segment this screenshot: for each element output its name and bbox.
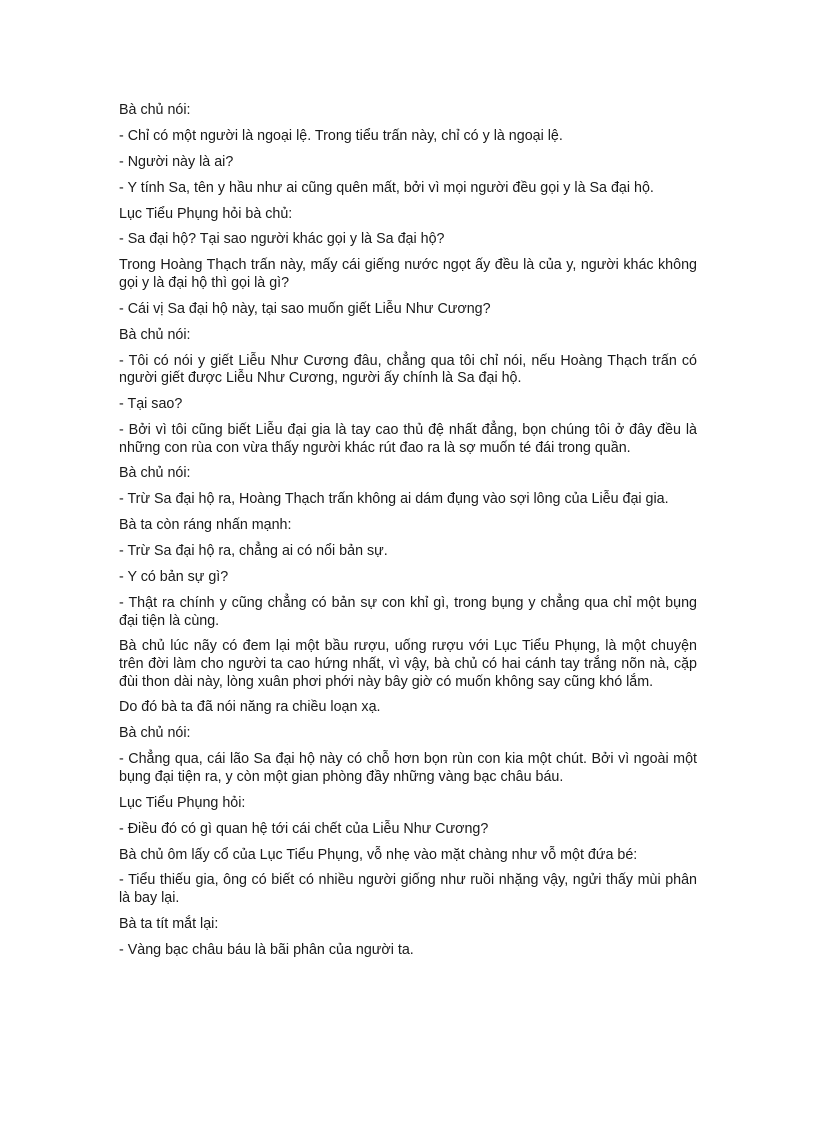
- paragraph: - Trừ Sa đại hộ ra, Hoàng Thạch trấn không ai dám đụng vào sợi lông của Liễu đại gia.: [119, 491, 669, 508]
- paragraph: - Sa đại hộ? Tại sao người khác gọi y là Sa đại hộ?: [119, 231, 445, 248]
- paragraph: - Chỉ có một người là ngoại lệ. Trong tiểu trấn này, chỉ có y là ngoại lệ.: [119, 127, 563, 144]
- paragraph: Bà chủ nói:: [119, 102, 191, 118]
- paragraph: Do đó bà ta đã nói năng ra chiều loạn xạ.: [119, 699, 381, 716]
- paragraph: - Bởi vì tôi cũng biết Liễu đại gia là tay cao thủ đệ nhất đẳng, bọn chúng tôi ở đây đều là những con rùa con vừa thấy người khác rút đao ra là sợ muốn té đái trong quần.: [119, 421, 697, 456]
- paragraph: - Tôi có nói y giết Liễu Như Cương đâu, chẳng qua tôi chỉ nói, nếu Hoàng Thạch trấn có người giết được Liễu Như Cương, người ấy chính là Sa đại hộ.: [119, 352, 697, 387]
- paragraph: - Thật ra chính y cũng chẳng có bản sự con khỉ gì, trong bụng y chẳng qua chỉ một bụng đại tiện là cùng.: [119, 594, 697, 629]
- paragraph: - Y tính Sa, tên y hầu như ai cũng quên mất, bởi vì mọi người đều gọi y là Sa đại hộ.: [119, 179, 654, 196]
- paragraph: Lục Tiểu Phụng hỏi:: [119, 794, 246, 811]
- paragraph: Lục Tiểu Phụng hỏi bà chủ:: [119, 205, 293, 222]
- paragraph: Bà ta tít mắt lại:: [119, 915, 219, 932]
- paragraph: Bà chủ nói:: [119, 465, 191, 482]
- paragraph: - Tại sao?: [119, 396, 183, 413]
- paragraph: - Trừ Sa đại hộ ra, chẳng ai có nổi bản sự.: [119, 543, 388, 560]
- paragraph: Trong Hoàng Thạch trấn này, mấy cái giếng nước ngọt ấy đều là của y, người khác không gọi y là đại hộ thì gọi là gì?: [119, 257, 697, 291]
- paragraph: - Chẳng qua, cái lão Sa đại hộ này có chỗ hơn bọn rùn con kia một chút. Bởi vì ngoài một bụng đại tiện ra, y còn một gian phòng đầy những vàng bạc châu báu.: [119, 751, 697, 785]
- paragraph: - Điều đó có gì quan hệ tới cái chết của Liễu Như Cương?: [119, 820, 489, 837]
- paragraph: Bà chủ lúc nãy có đem lại một bầu rượu, uống rượu với Lục Tiểu Phụng, là một chuyện trên đời làm cho người ta cao hứng nhất, vì vậy, bà chủ có hai cánh tay trắng nõn nà, cặp đùi thon dài này, lòng xuân phơi phới này bây giờ có muốn không say cũng khó lắm.: [119, 638, 697, 690]
- story-text: [119, 102, 697, 968]
- paragraph: Bà chủ ôm lấy cổ của Lục Tiểu Phụng, vỗ nhẹ vào mặt chàng như vỗ một đứa bé:: [119, 846, 638, 863]
- paragraph: Bà ta còn ráng nhấn mạnh:: [119, 517, 292, 534]
- paragraph: - Y có bản sự gì?: [119, 569, 229, 586]
- paragraph: Bà chủ nói:: [119, 326, 191, 343]
- paragraph: - Người này là ai?: [119, 153, 234, 170]
- paragraph: - Vàng bạc châu báu là bãi phân của người ta.: [119, 941, 414, 958]
- paragraph: - Cái vị Sa đại hộ này, tại sao muốn giết Liễu Như Cương?: [119, 300, 491, 317]
- paragraph: - Tiểu thiếu gia, ông có biết có nhiều người giống như ruồi nhặng vậy, ngửi thấy mùi phân là bay lại.: [119, 872, 697, 907]
- paragraph: Bà chủ nói:: [119, 725, 191, 742]
